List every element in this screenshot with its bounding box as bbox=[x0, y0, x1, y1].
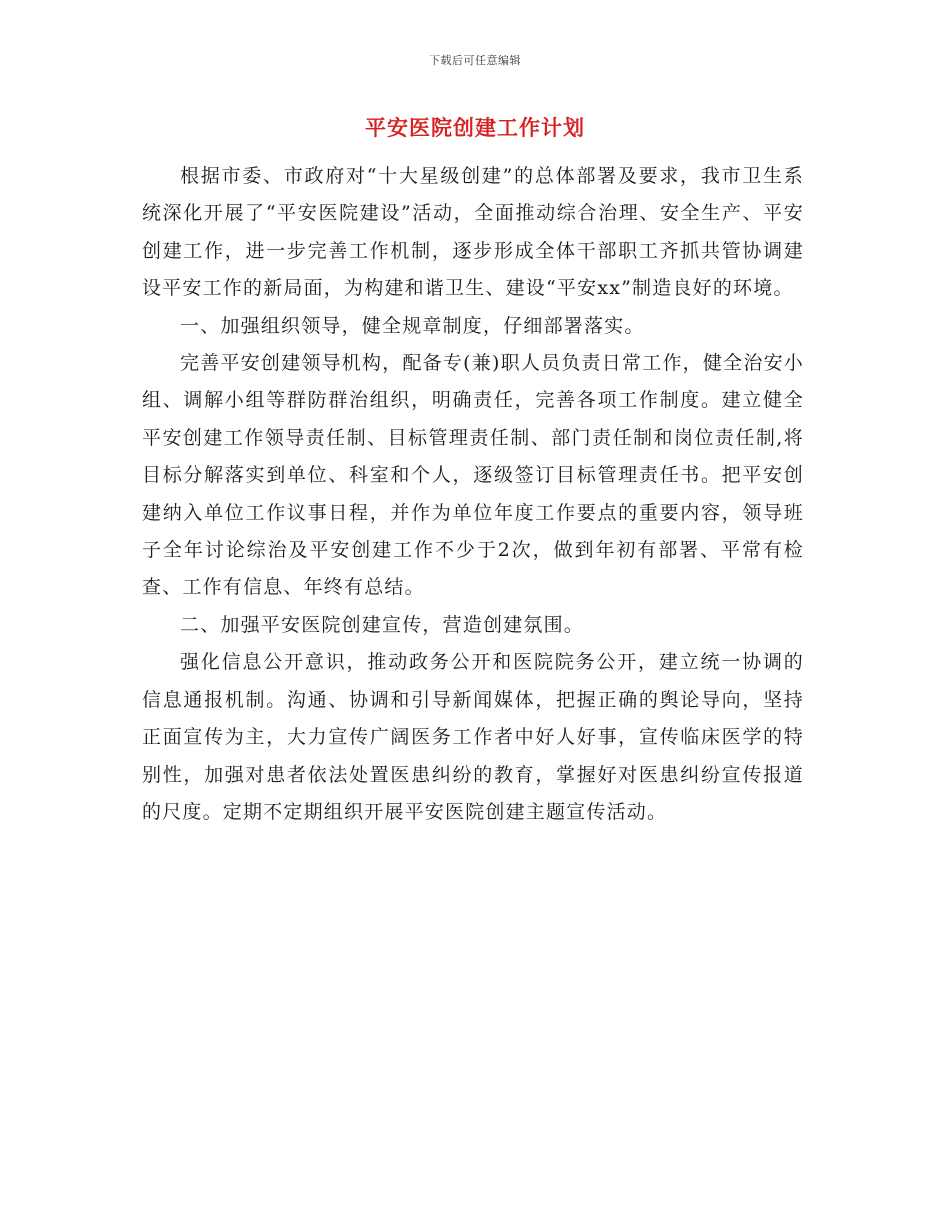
section-2-paragraph: 强化信息公开意识，推动政务公开和医院院务公开，建立统一协调的信息通报机制。沟通、协调和引导新闻媒体，把握正确的舆论导向，坚持正面宣传为主，大力宣传广阔医务工作者中好人好事，宣传临床医学的特别性，加强对患者依法处置医患纠纷的教育，掌握好对医患纠纷宣传报道的尺度。定期不定期组织开展平安医院创建主题宣传活动。 bbox=[142, 651, 804, 823]
document-title: 平安医院创建工作计划 bbox=[365, 115, 585, 140]
section-1-paragraph: 完善平安创建领导机构，配备专(兼)职人员负责日常工作，健全治安小组、调解小组等群防群治组织，明确责任，完善各项工作制度。建立健全平安创建工作领导责任制、目标管理责任制、部门责任制和岗位责任制,将目标分解落实到单位、科室和个人，逐级签订目标管理责任书。把平安创建纳入单位工作议事日程，并作为单位年度工作要点的重要内容，领导班子全年讨论综治及平安创建工作不少于2次，做到年初有部署、平常有检查、工作有信息、年终有总结。 bbox=[142, 352, 804, 599]
page-header-note: 下载后可任意编辑 bbox=[429, 54, 521, 67]
section-heading-1: 一、加强组织领导，健全规章制度，仔细部署落实。 bbox=[180, 314, 645, 337]
section-heading-2: 二、加强平安医院创建宣传，营造创建氛围。 bbox=[180, 613, 585, 636]
intro-paragraph: 根据市委、市政府对“十大星级创建”的总体部署及要求，我市卫生系统深化开展了“平安医院建设”活动，全面推动综合治理、安全生产、平安创建工作，进一步完善工作机制，逐步形成全体干部职工齐抓共管协调建设平安工作的新局面，为构建和谐卫生、建设“平安xx”制造良好的环境。 bbox=[142, 165, 804, 300]
document-body bbox=[142, 158, 804, 831]
